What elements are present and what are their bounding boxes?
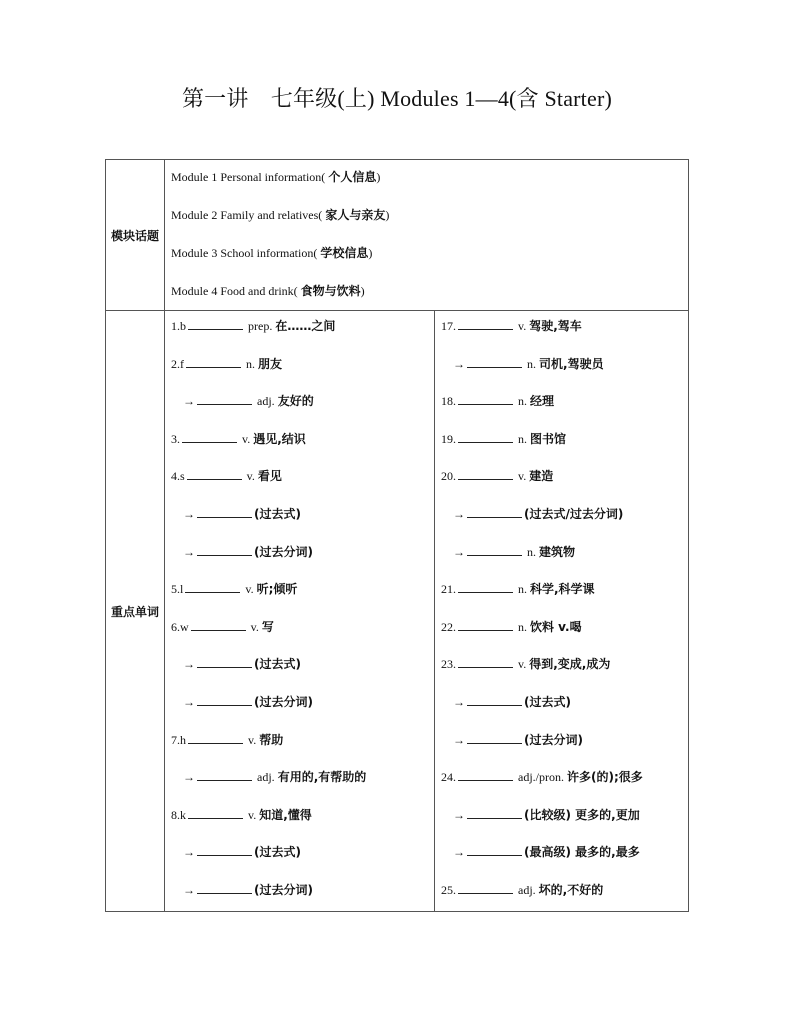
item-prefix: → [171,657,196,672]
topic-cn: 家人与亲友 [325,208,386,222]
answer-blank[interactable] [185,580,240,593]
word-item [171,505,301,523]
topic-cn: 食物与饮料 [300,284,361,298]
item-meaning: 朋友 [258,356,283,371]
part-of-speech: n. [243,356,258,371]
item-meaning: (过去式) [524,695,571,709]
item-meaning: 司机,驾驶员 [539,356,604,371]
item-meaning: 经理 [530,394,555,409]
word-item [171,430,306,448]
answer-blank[interactable] [458,618,513,631]
word-item [441,505,623,523]
item-prefix: → [171,695,196,709]
part-of-speech: v. [242,582,257,597]
topic-cn: 学校信息 [320,246,369,260]
answer-blank[interactable] [467,505,522,518]
part-of-speech: prep. [245,319,276,333]
item-meaning: (过去分词) [254,544,313,559]
word-item [441,467,553,485]
answer-blank[interactable] [467,355,522,368]
word-item [171,768,366,786]
item-prefix: 24. [441,770,456,785]
topic-en: Module 3 School information( [171,246,321,260]
part-of-speech: n. [515,431,530,446]
item-meaning: 坏的,不好的 [538,883,604,897]
part-of-speech: n. [515,619,530,634]
item-prefix: → [171,394,196,409]
answer-blank[interactable] [197,505,252,518]
answer-blank[interactable] [458,881,513,894]
word-item [441,392,554,410]
item-prefix: → [171,883,196,897]
word-item [441,806,640,824]
item-prefix: → [441,845,466,860]
part-of-speech: adj./pron. [515,770,567,785]
item-prefix: 20. [441,469,456,484]
word-item [441,618,582,636]
item-meaning: 驾驶,驾车 [529,319,582,333]
item-meaning: 建筑物 [539,544,576,559]
item-prefix: 2.f [171,356,184,371]
item-meaning: 知道,懂得 [259,807,312,822]
word-item [171,580,297,598]
part-of-speech: adj. [254,394,278,409]
item-prefix: 25. [441,883,456,897]
item-prefix: 21. [441,582,456,597]
answer-blank[interactable] [191,618,246,631]
answer-blank[interactable] [458,392,513,405]
item-meaning: 建造 [529,469,554,484]
word-item [441,655,610,673]
word-item [441,355,604,373]
part-of-speech: v. [515,319,530,333]
word-item [171,317,335,335]
part-of-speech: v. [515,657,530,672]
item-prefix: 22. [441,619,456,634]
item-prefix: 4.s [171,469,185,484]
topic-close: ) [376,170,381,184]
answer-blank[interactable] [197,768,252,781]
item-prefix: 8.k [171,807,186,822]
topic-en: Module 4 Food and drink( [171,284,301,298]
part-of-speech: adj. [515,883,539,897]
word-item [441,317,582,335]
answer-blank[interactable] [458,430,513,443]
item-prefix: 5.l [171,582,184,597]
topic-cn: 个人信息 [328,170,377,184]
word-item [171,618,274,636]
item-prefix: 18. [441,394,456,409]
item-meaning: 图书馆 [530,431,567,446]
item-meaning: 在……之间 [275,319,336,333]
answer-blank[interactable] [197,543,252,556]
vocab-table [105,159,689,912]
part-of-speech: n. [524,356,540,371]
word-item [171,806,312,824]
word-item [441,731,583,749]
word-item [171,392,314,410]
part-of-speech: n. [515,394,530,409]
answer-blank[interactable] [197,881,252,894]
item-meaning: 得到,变成,成为 [529,657,611,672]
topic-line [171,244,372,261]
item-prefix: → [441,732,466,747]
answer-blank[interactable] [186,355,241,368]
word-item [441,843,640,861]
topic-en: Module 1 Personal information( [171,170,329,184]
item-meaning: 听;倾听 [256,582,298,597]
section-label-topics: 模块话题 [106,160,165,311]
answer-blank[interactable] [458,768,513,781]
item-prefix: → [171,544,196,559]
item-meaning: 看见 [257,469,282,484]
item-meaning: (最高级) 最多的,最多 [524,845,640,860]
answer-blank[interactable] [188,317,243,330]
word-item [171,355,282,373]
answer-blank[interactable] [187,467,242,480]
word-item [171,881,313,899]
item-prefix: 19. [441,431,456,446]
item-meaning: (过去分词) [254,883,313,897]
item-meaning: 许多(的);很多 [567,770,643,785]
topic-line [171,206,389,223]
item-meaning: 帮助 [259,732,284,747]
answer-blank[interactable] [197,392,252,405]
part-of-speech: v. [245,807,260,822]
section-label-words: 重点单词 [106,311,165,912]
answer-blank[interactable] [458,317,513,330]
word-item [441,881,603,899]
topics-cell [165,160,689,311]
word-item [441,768,643,786]
item-prefix: 23. [441,657,456,672]
item-meaning: 友好的 [277,394,314,409]
answer-blank[interactable] [197,843,252,856]
topic-line [171,168,380,185]
word-item [441,580,595,598]
item-meaning: (比较级) 更多的,更加 [524,807,640,822]
word-item [441,430,566,448]
answer-blank[interactable] [458,467,513,480]
item-prefix: 17. [441,319,456,333]
answer-blank[interactable] [467,731,522,744]
item-prefix: 1.b [171,319,186,333]
words-column-left [165,311,435,912]
item-meaning: 科学,科学课 [530,582,595,597]
word-item [441,693,571,711]
part-of-speech: v. [243,469,258,484]
topic-close: ) [368,246,373,260]
answer-blank[interactable] [467,543,522,556]
part-of-speech: v. [247,619,262,634]
item-meaning: 有用的,有帮助的 [277,770,367,785]
word-item [171,467,282,485]
item-prefix: → [171,507,196,521]
item-prefix: → [441,807,466,822]
item-prefix: → [171,770,196,785]
page-title: 第一讲 七年级(上) Modules 1—4(含 Starter) [181,86,613,111]
part-of-speech: v. [239,431,254,446]
item-prefix: → [441,695,466,709]
item-meaning: (过去式) [254,657,301,672]
answer-blank[interactable] [467,843,522,856]
item-meaning: (过去分词) [524,732,583,747]
part-of-speech: v. [515,469,530,484]
part-of-speech: v. [245,732,260,747]
item-prefix: → [441,507,466,521]
item-meaning: (过去式) [254,845,301,860]
item-meaning: (过去式/过去分词) [524,507,624,521]
item-prefix: 7.h [171,732,186,747]
answer-blank[interactable] [197,693,252,706]
part-of-speech: n. [515,582,530,597]
word-item [171,655,301,673]
answer-blank[interactable] [458,580,513,593]
word-item [171,693,313,711]
answer-blank[interactable] [188,806,243,819]
words-column-right [435,311,689,912]
item-prefix: → [441,544,466,559]
item-meaning: 写 [261,619,274,634]
word-item [171,731,283,749]
topic-close: ) [385,208,390,222]
item-prefix: → [441,356,466,371]
item-meaning: (过去分词) [254,695,313,709]
answer-blank[interactable] [458,655,513,668]
item-meaning: 遇见,结识 [253,431,306,446]
item-meaning: (过去式) [254,507,301,521]
answer-blank[interactable] [467,693,522,706]
answer-blank[interactable] [467,806,522,819]
item-prefix: 6.w [171,619,189,634]
item-prefix: → [171,845,196,860]
answer-blank[interactable] [182,430,237,443]
answer-blank[interactable] [197,655,252,668]
answer-blank[interactable] [188,731,243,744]
word-item [441,543,575,561]
part-of-speech: n. [524,544,540,559]
part-of-speech: adj. [254,770,278,785]
item-prefix: 3. [171,431,180,446]
topic-en: Module 2 Family and relatives( [171,208,326,222]
item-meaning: 饮料 v.喝 [530,619,582,634]
topic-close: ) [360,284,365,298]
topic-line [171,282,365,299]
word-item [171,543,313,561]
word-item [171,843,301,861]
